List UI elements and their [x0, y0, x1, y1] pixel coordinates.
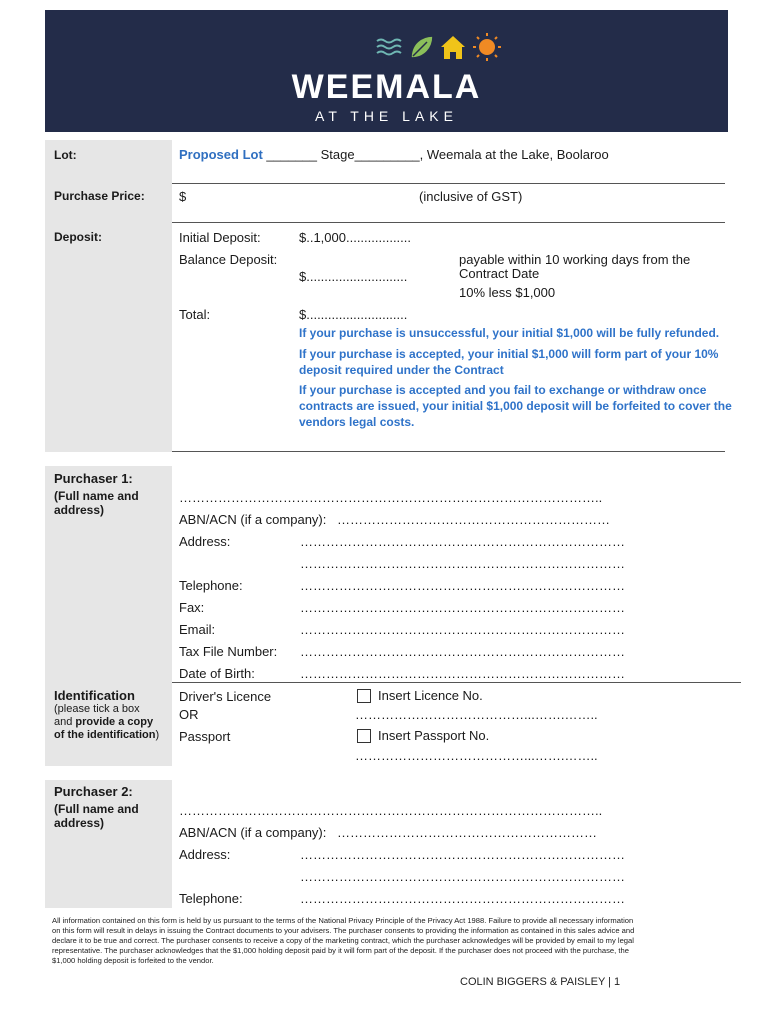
total-label: Total:: [179, 307, 211, 322]
purchaser2-sub-2: address): [54, 816, 105, 830]
purchaser1-address-field-1[interactable]: …………………………………………………………………: [300, 534, 625, 549]
identification-note-2b: provide a copy: [75, 716, 154, 728]
sun-icon: [473, 33, 501, 61]
identification-note-3b: ): [155, 729, 160, 741]
purchaser2-abn-label: ABN/ACN (if a company):: [179, 825, 327, 840]
purchaser1-abn-label: ABN/ACN (if a company):: [179, 512, 327, 527]
water-waves-icon: [377, 40, 401, 55]
purchaser1-address-label: Address:: [179, 534, 231, 549]
identification-label: Identification: [54, 688, 135, 703]
balance-note-3: 10% less $1,000: [459, 285, 556, 300]
identification-note-3a: of the identification: [54, 729, 156, 741]
divider: [172, 682, 741, 683]
forfeit-note-1: If your purchase is accepted and you fail to exchange or withdraw once: [299, 383, 707, 397]
identification-note-3: [54, 729, 159, 742]
purchaser1-fax-label: Fax:: [179, 600, 205, 615]
initial-deposit-label: Initial Deposit:: [179, 230, 261, 245]
licence-number-label: Insert Licence No.: [378, 688, 483, 703]
deposit-label: Deposit:: [54, 230, 102, 244]
label-column-top: [45, 140, 172, 452]
purchaser1-sub-2: address): [54, 503, 105, 517]
purchaser2-telephone-field[interactable]: …………………………………………………………………: [300, 891, 625, 906]
passport-label: Passport: [179, 729, 231, 744]
balance-note-2: Contract Date: [459, 266, 540, 281]
purchase-price-label: Purchase Price:: [54, 189, 145, 203]
purchaser2-telephone-label: Telephone:: [179, 891, 243, 906]
purchaser1-tfn-field[interactable]: …………………………………………………………………: [300, 644, 625, 659]
purchaser1-tfn-label: Tax File Number:: [179, 644, 278, 659]
purchaser2-abn-field[interactable]: ……………………………………………………: [337, 825, 597, 840]
gst-note: (inclusive of GST): [419, 189, 523, 204]
label-column-purchaser2: [45, 780, 172, 908]
purchaser1-name-field[interactable]: ……………………………………………………………………………………..: [179, 490, 603, 505]
passport-number-field[interactable]: …………………………………...…….……..: [355, 748, 598, 763]
logo-icons: [375, 32, 505, 62]
forfeit-note-3: vendors legal costs.: [299, 415, 415, 429]
purchaser2-address-field-1[interactable]: …………………………………………………………………: [300, 847, 625, 862]
lot-stage-text: _______ Stage_________, Weemala at the Lake, Boolaroo: [262, 147, 609, 162]
total-value[interactable]: $............................: [299, 307, 408, 322]
purchaser1-email-field[interactable]: …………………………………………………………………: [300, 622, 625, 637]
purchaser1-telephone-label: Telephone:: [179, 578, 243, 593]
purchaser2-name-field[interactable]: ……………………………………………………………………………………..: [179, 803, 603, 818]
identification-note-2a: and: [54, 716, 76, 728]
purchaser2-label: Purchaser 2:: [54, 784, 133, 799]
divider: [172, 183, 725, 184]
forfeit-note-2: contracts are issued, your initial $1,000 deposit will be forfeited to cover the: [299, 399, 732, 413]
or-label: OR: [179, 707, 199, 722]
purchaser1-email-label: Email:: [179, 622, 216, 637]
lot-field: [179, 147, 609, 162]
purchaser1-dob-label: Date of Birth:: [179, 666, 255, 681]
logo-title: WEEMALA: [291, 68, 482, 106]
accepted-note-1: If your purchase is accepted, your initial $1,000 will form part of your 10%: [299, 347, 719, 361]
purchaser2-address-field-2[interactable]: …………………………………………………………………: [300, 869, 625, 884]
purchaser1-telephone-field[interactable]: …………………………………………………………………: [300, 578, 625, 593]
purchaser1-sub-1: (Full name and: [54, 489, 139, 503]
passport-checkbox[interactable]: [357, 729, 371, 743]
leaf-icon: [411, 36, 433, 58]
page-footer: COLIN BIGGERS & PAISLEY | 1: [460, 976, 621, 988]
divider: [172, 222, 725, 223]
balance-deposit-value[interactable]: $............................: [299, 269, 408, 284]
accepted-note-2: deposit required under the Contract: [299, 363, 504, 377]
purchase-price-dollar[interactable]: $: [179, 189, 187, 204]
identification-note-2: [54, 716, 153, 729]
identification-note-1: (please tick a box: [54, 703, 140, 715]
divider: [172, 451, 725, 452]
proposed-lot-label: Proposed Lot: [179, 147, 263, 162]
purchaser2-sub-1: (Full name and: [54, 802, 139, 816]
initial-deposit-value[interactable]: $..1,000..................: [299, 230, 411, 245]
drivers-licence-label: Driver's Licence: [179, 689, 272, 704]
licence-number-field[interactable]: …………………………………...…….……..: [355, 707, 598, 722]
house-icon: [441, 36, 465, 59]
purchaser1-label: Purchaser 1:: [54, 471, 133, 486]
purchaser1-dob-field[interactable]: …………………………………………………………………: [300, 666, 625, 681]
balance-note-1: payable within 10 working days from the: [459, 252, 691, 267]
purchaser1-abn-field[interactable]: ………………………………………………………: [337, 512, 610, 527]
lot-label: Lot:: [54, 148, 77, 162]
purchaser2-address-label: Address:: [179, 847, 231, 862]
purchaser1-address-field-2[interactable]: …………………………………………………………………: [300, 556, 625, 571]
passport-number-label: Insert Passport No.: [378, 728, 490, 743]
privacy-notice: All information contained on this form is held by us pursuant to the terms of the National Privacy Principle of the Privacy Act 1988. Failure to provide all necessary information on this form will result in delays in issuing the Contract documents to your advisers. The purchaser consents to providing the information as contained in this sales advice and declare it to be true and correct. The purchaser consents to receive a copy of the marketing contract, which the purchaser acknowledges will be provided by email to my legal representative. The purchaser acknowledges that the $1,000 holding deposit paid by it will form part of the deposit. If the purchaser does not proceed with the purchase, the $1,000 holding deposit is forfeited to the vendor.: [52, 916, 635, 965]
header-banner: [45, 10, 728, 132]
balance-deposit-label: Balance Deposit:: [179, 252, 278, 267]
licence-checkbox[interactable]: [357, 689, 371, 703]
refund-note: If your purchase is unsuccessful, your initial $1,000 will be fully refunded.: [299, 326, 720, 340]
logo-subtitle: AT THE LAKE: [315, 108, 458, 124]
purchaser1-fax-field[interactable]: …………………………………………………………………: [300, 600, 625, 615]
